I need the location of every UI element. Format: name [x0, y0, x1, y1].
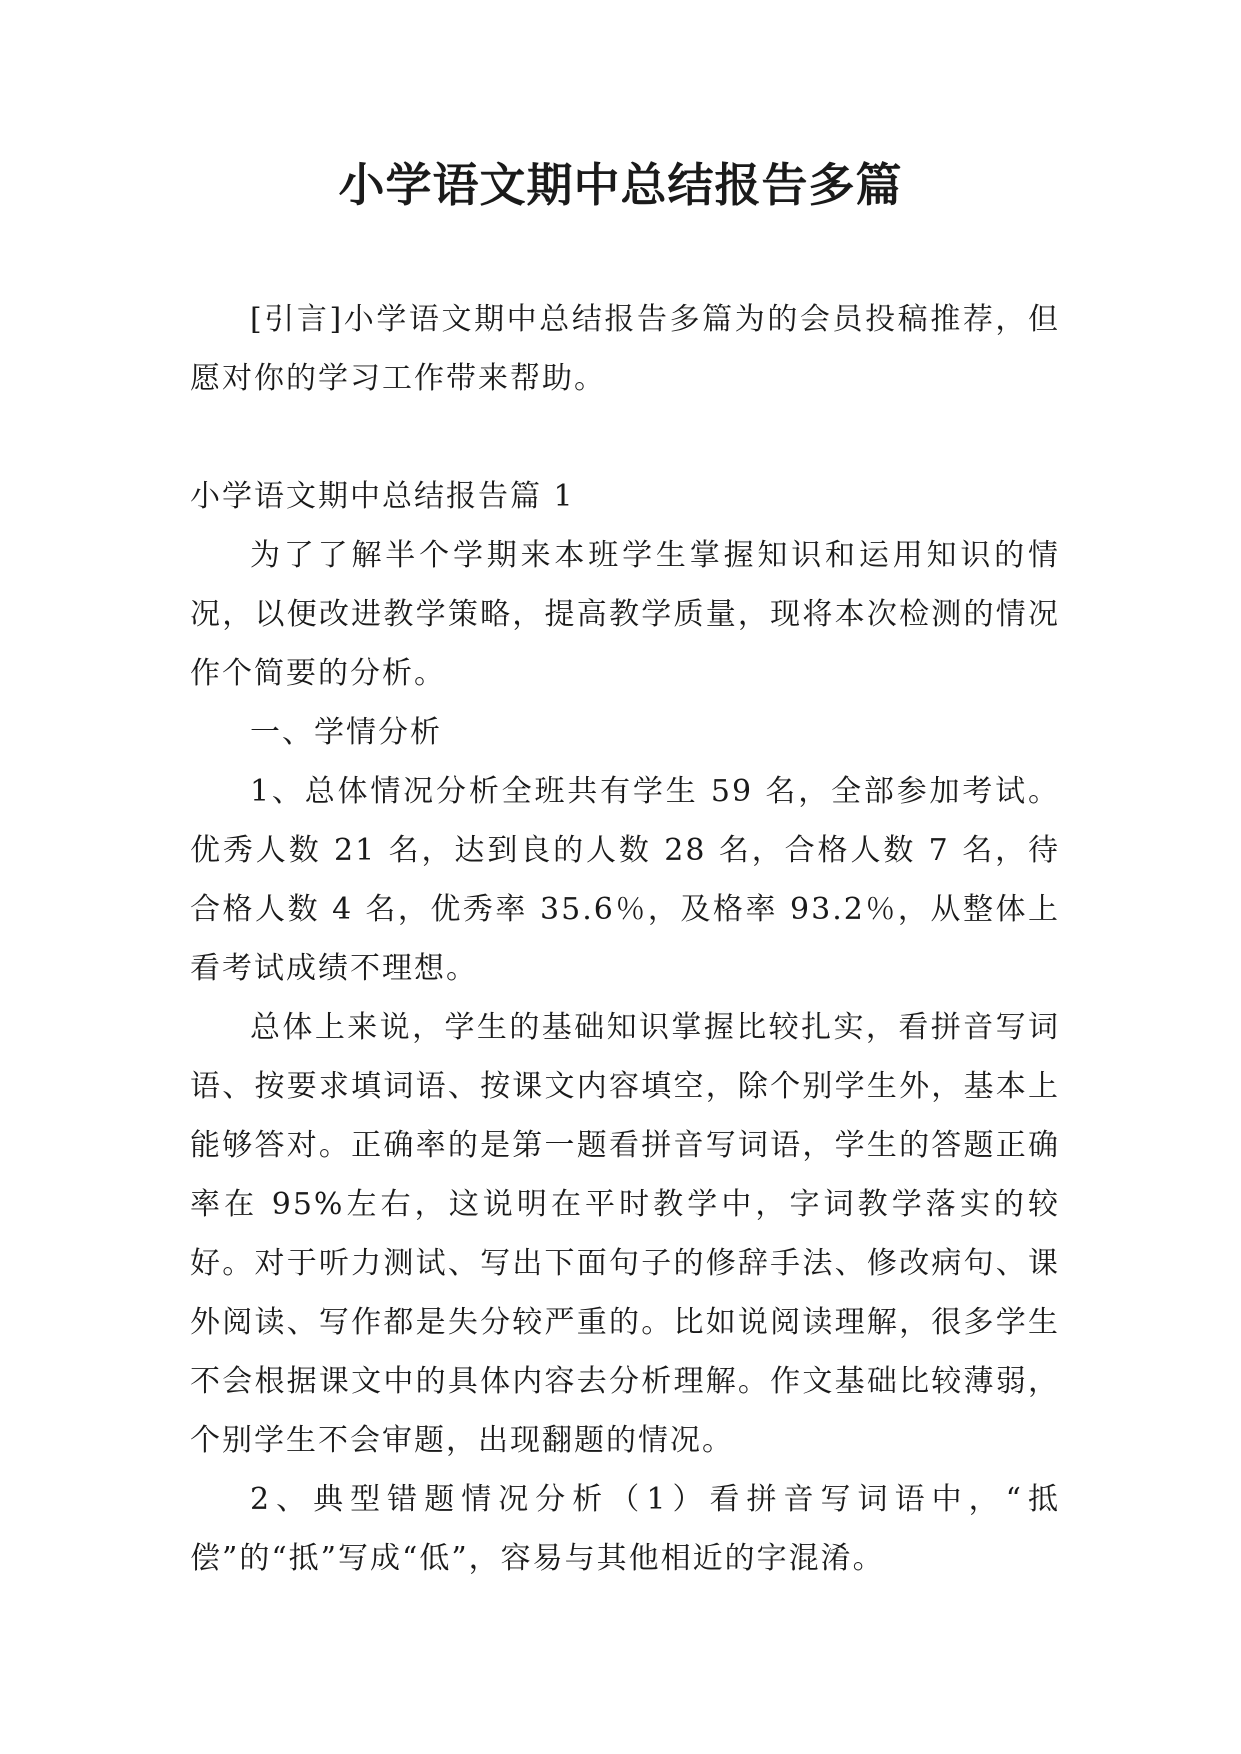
body-paragraph: 总体上来说，学生的基础知识掌握比较扎实，看拼音写词语、按要求填词语、按课文内容填空，除个别学生外，基本上能够答对。正确率的是第一题看拼音写词语，学生的答题正确率在 95%左右，这说明在平时教学中，字词教学落实的较好。对于听力测试、写出下面句子的修辞手法、修改病句、课外阅读、写作都是失分较严重的。比如说阅读理解，很多学生不会根据课文中的具体内容去分析理解。作文基础比较薄弱，个别学生不会审题，出现翻题的情况。: [190, 1010, 1060, 1458]
document-body: [190, 290, 1060, 1588]
document-title: 小学语文期中总结报告多篇: [338, 158, 903, 212]
article-heading: 小学语文期中总结报告篇 1: [190, 479, 575, 514]
body-paragraph: 1、总体情况分析全班共有学生 59 名，全部参加考试。优秀人数 21 名，达到良的人数 28 名，合格人数 7 名，待合格人数 4 名，优秀率 35.6％，及格率 93.2％，从整体上看考试成绩不理想。: [190, 774, 1060, 986]
section-heading: 一、学情分析: [250, 715, 442, 750]
body-paragraph: 2、典型错题情况分析（1）看拼音写词语中，“抵偿”的“抵”写成“低”，容易与其他相近的字混淆。: [190, 1482, 1060, 1576]
intro-paragraph: [引言]小学语文期中总结报告多篇为的会员投稿推荐，但愿对你的学习工作带来帮助。: [190, 302, 1060, 396]
body-paragraph: 为了了解半个学期来本班学生掌握知识和运用知识的情况，以便改进教学策略，提高教学质量，现将本次检测的情况作个简要的分析。: [190, 538, 1060, 691]
